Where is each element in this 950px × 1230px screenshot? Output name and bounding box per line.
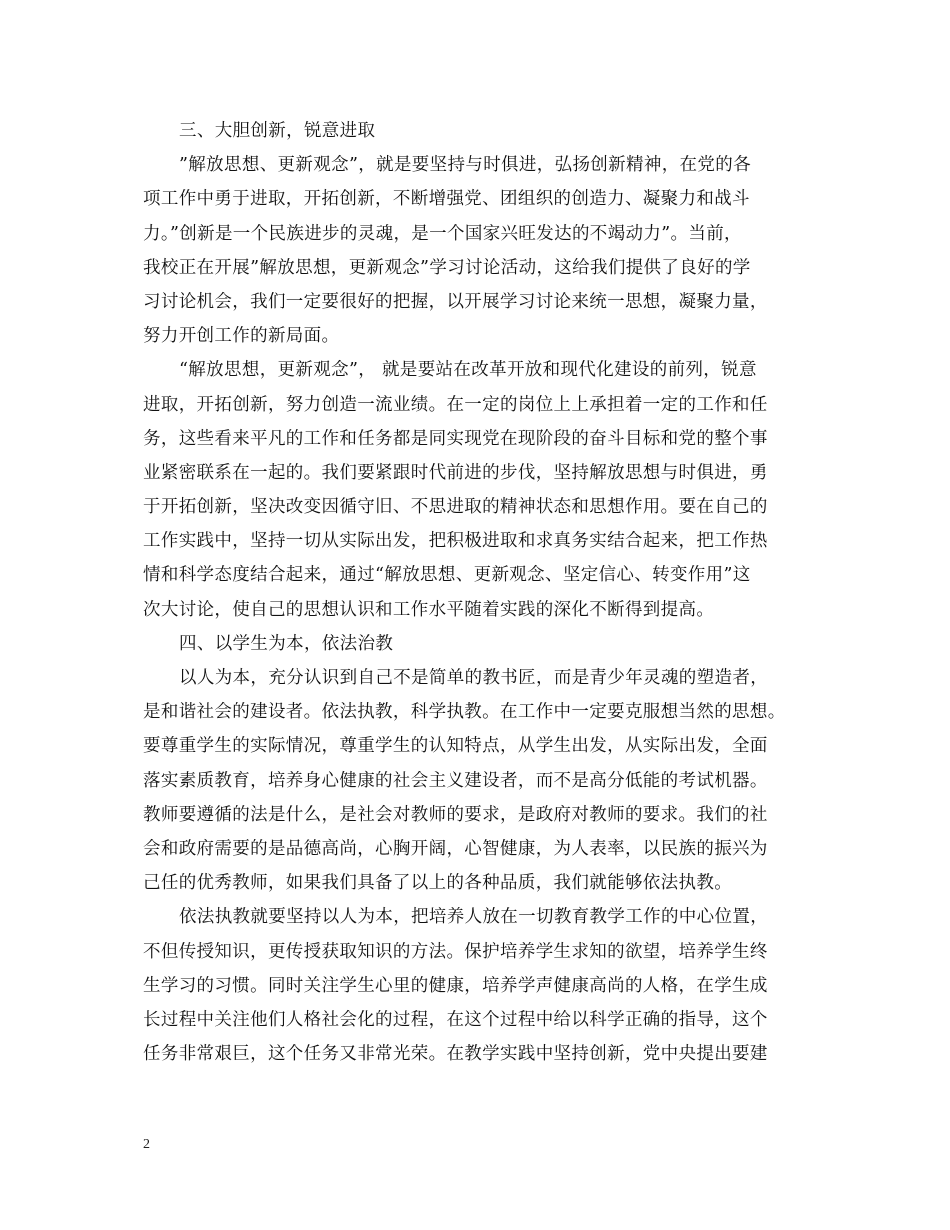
text-line: 我校正在开展”解放思想，更新观念”学习讨论活动，这给我们提供了良好的学: [143, 257, 751, 278]
text-line: 于开拓创新，坚决改变因循守旧、不思进取的精神状态和思想作用。要在自己的: [143, 497, 768, 518]
text-line: 务，这些看来平凡的工作和任务都是同实现党在现阶段的奋斗目标和党的整个事: [143, 428, 768, 449]
paragraph-start-line: 依法执教就要坚持以人为本，把培养人放在一切教育教学工作的中心位置，: [179, 907, 769, 928]
text-line: 力。”创新是一个民族进步的灵魂，是一个国家兴旺发达的不竭动力”。当前，: [143, 223, 742, 244]
text-line: 业紧密联系在一起的。我们要紧跟时代前进的步伐，坚持解放思想与时俱进，勇: [143, 462, 768, 483]
paragraph-start-line: 四、以学生为本，依法治教: [179, 633, 394, 654]
text-line: 任务非常艰巨，这个任务又非常光荣。在教学实践中坚持创新，党中央提出要建: [143, 1044, 768, 1065]
text-line: 努力开创工作的新局面。: [143, 326, 340, 347]
text-line: 项工作中勇于进取，开拓创新，不断增强党、团组织的创造力、凝聚力和战斗: [143, 189, 750, 210]
text-line: 情和科学态度结合起来，通过“解放思想、更新观念、坚定信心、转变作用”这: [143, 565, 751, 586]
text-line: 教师要遵循的法是什么，是社会对教师的要求，是政府对教师的要求。我们的社: [143, 804, 768, 825]
text-line: 要尊重学生的实际情况，尊重学生的认知特点，从学生出发，从实际出发，全面: [143, 736, 768, 757]
text-line: 是和谐社会的建设者。依法执教，科学执教。在工作中一定要克服想当然的思想。: [143, 702, 786, 723]
paragraph-start-line: 三、大胆创新，锐意进取: [179, 121, 376, 141]
text-line: 习讨论机会，我们一定要很好的把握，以开展学习讨论来统一思想，凝聚力量，: [143, 291, 768, 312]
paragraph-start-line: “解放思想，更新观念”， 就是要站在改革开放和现代化建设的前列，锐意: [179, 360, 757, 381]
text-line: 工作实践中，坚持一切从实际出发，把积极进取和求真务实结合起来，把工作热: [143, 531, 768, 552]
paragraph-start-line: ”解放思想、更新观念”，就是要坚持与时俱进，弘扬创新精神，在党的各: [179, 155, 751, 176]
paragraph-start-line: 以人为本，充分认识到自己不是简单的教书匠，而是青少年灵魂的塑造者，: [179, 668, 769, 688]
text-line: 次大讨论，使自己的思想认识和工作水平随着实践的深化不断得到提高。: [143, 599, 715, 620]
text-line: 生学习的习惯。同时关注学生心里的健康，培养学声健康高尚的人格，在学生成: [143, 975, 768, 996]
text-line: 不但传授知识，更传授获取知识的方法。保护培养学生求知的欲望，培养学生终: [143, 941, 768, 962]
text-line: 己任的优秀教师，如果我们具备了以上的各种品质，我们就能够依法执教。: [143, 873, 733, 894]
document-body: [143, 114, 825, 1071]
text-line: 会和政府需要的是品德高尚，心胸开阔，心智健康，为人表率，以民族的振兴为: [143, 838, 768, 859]
page-number: 2: [143, 1137, 150, 1152]
text-line: 落实素质教育，培养身心健康的社会主义建设者，而不是高分低能的考试机器。: [143, 770, 768, 791]
text-line: 长过程中关注他们人格社会化的过程，在这个过程中给以科学正确的指导，这个: [143, 1009, 768, 1030]
text-line: 进取，开拓创新，努力创造一流业绩。在一定的岗位上上承担着一定的工作和任: [143, 394, 768, 415]
